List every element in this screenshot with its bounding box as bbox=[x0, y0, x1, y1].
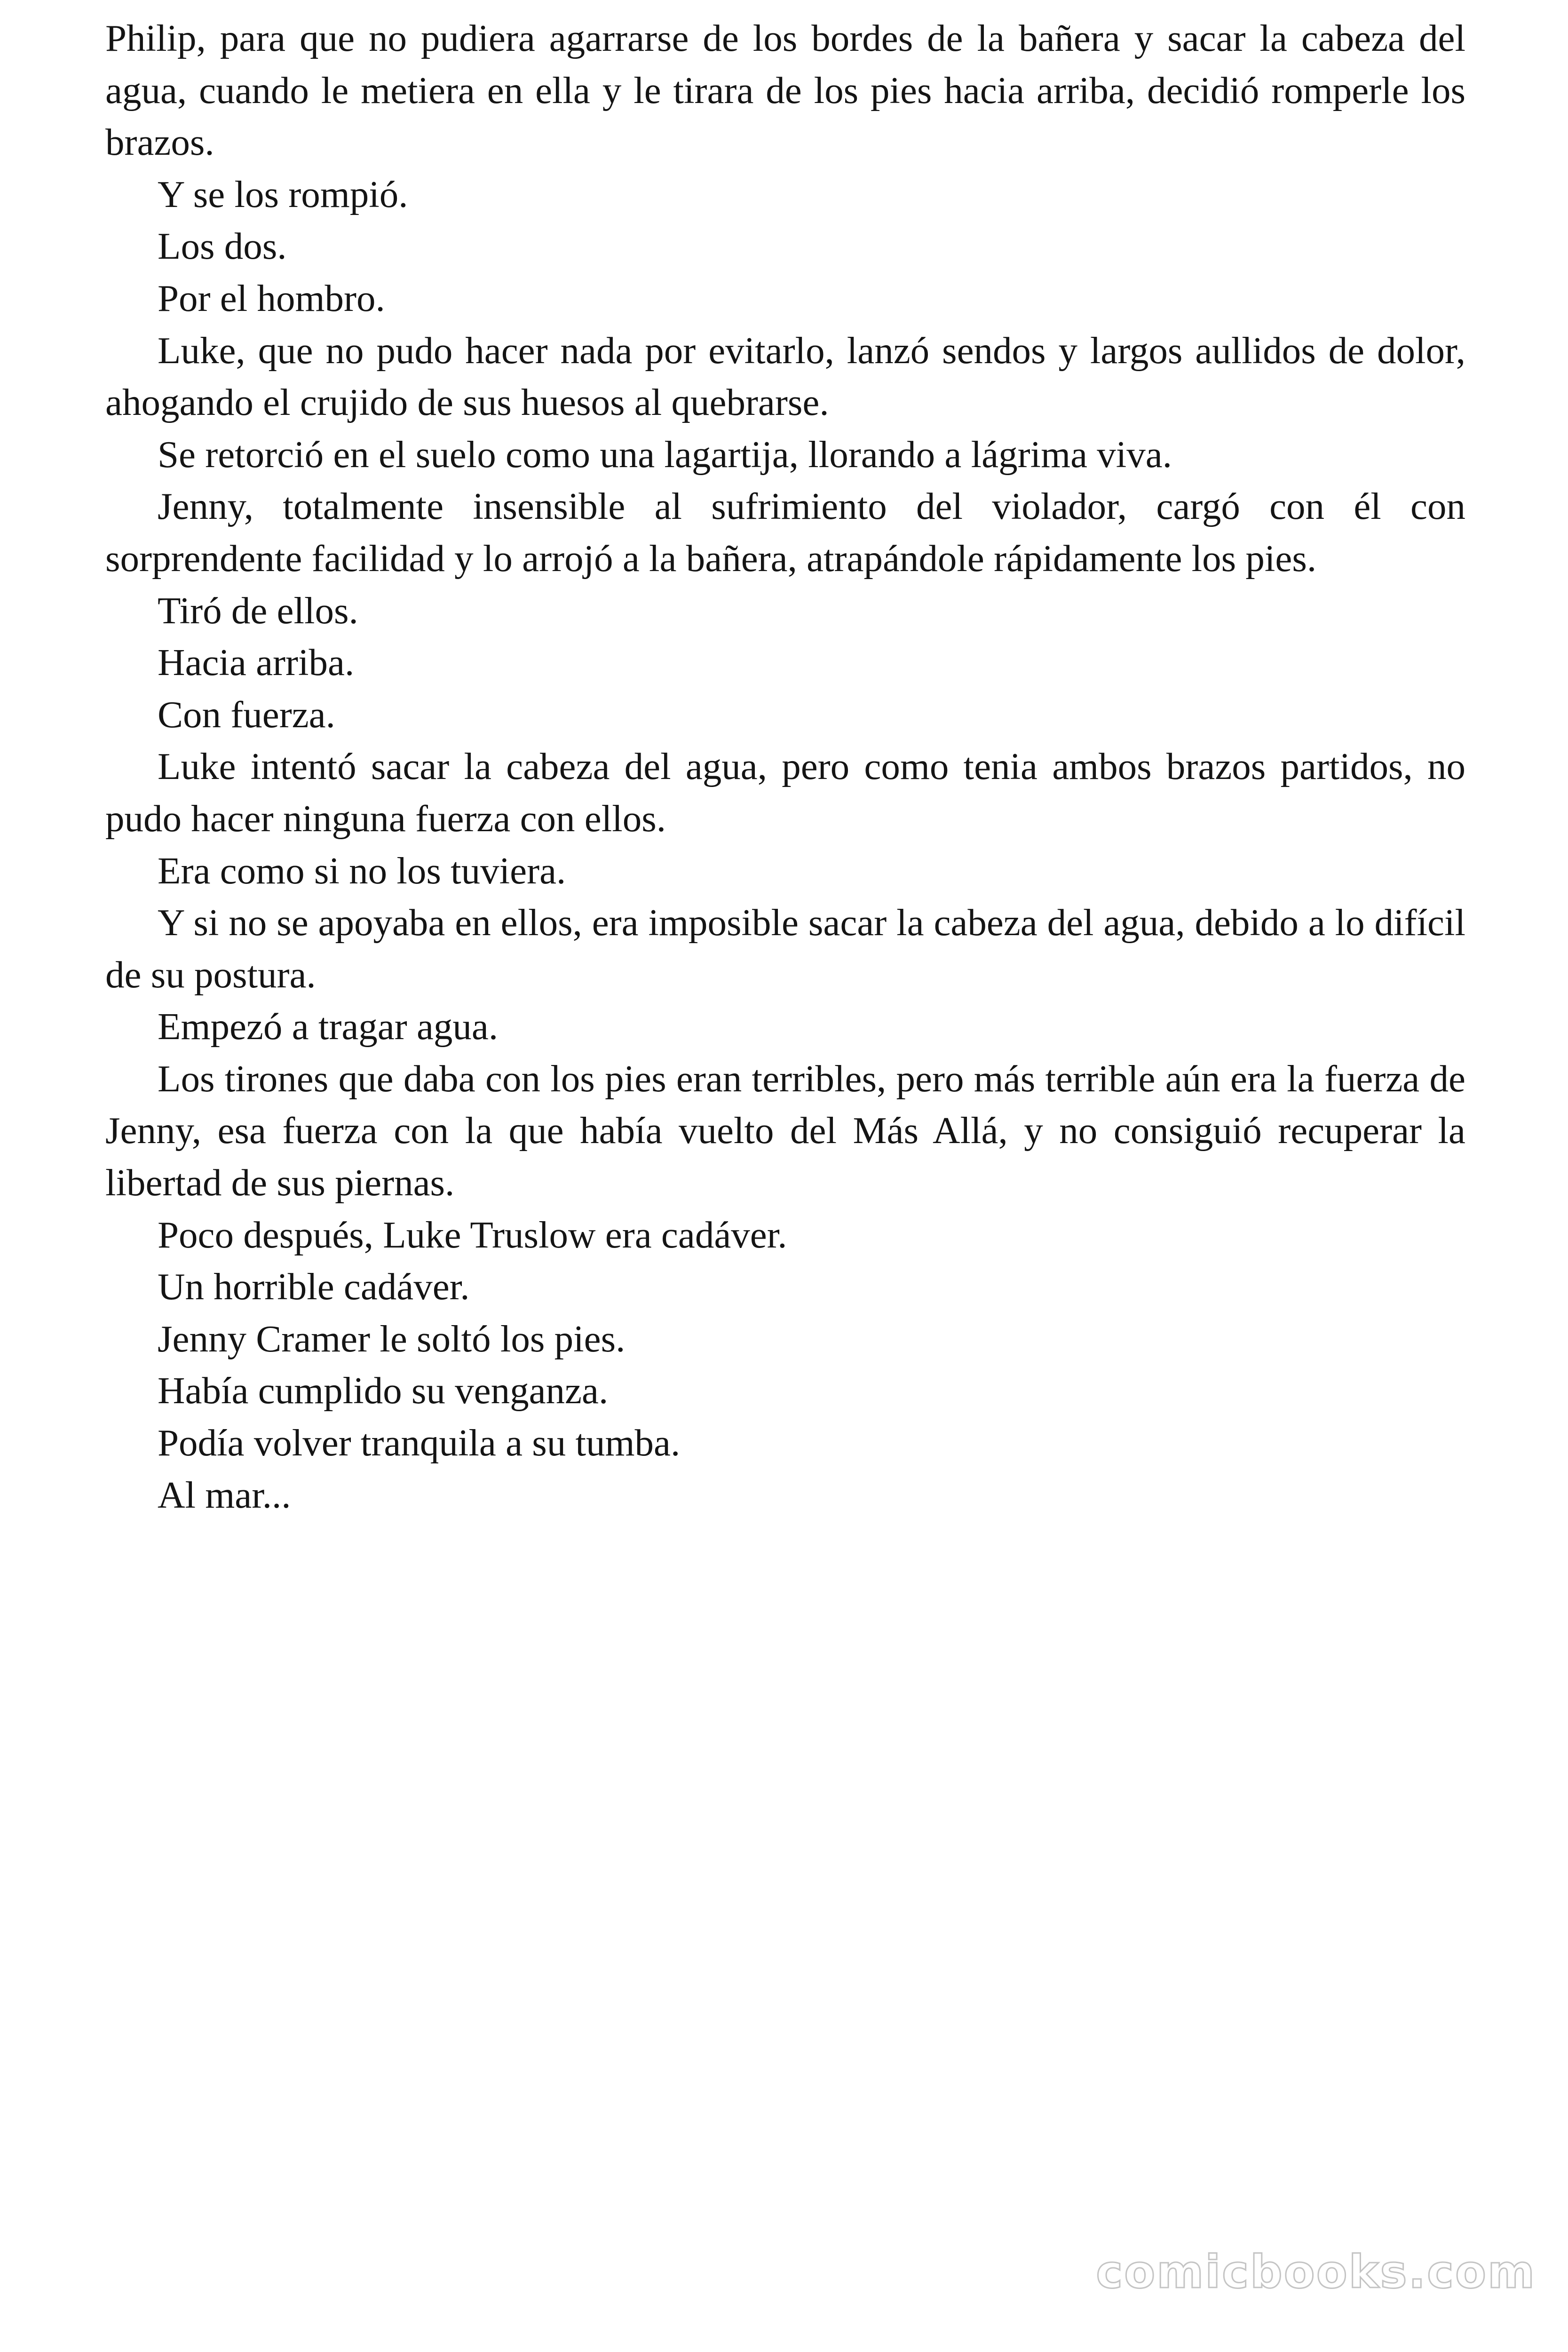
paragraph: Era como si no los tuviera. bbox=[158, 849, 566, 892]
paragraph: Philip, para que no pudiera agarrarse de los bordes de la bañera y sacar la cabeza del agua, cuando le metiera en ella y le tirara de los pies hacia arriba, decidió romperle los brazos. bbox=[105, 17, 1465, 164]
paragraph: Al mar... bbox=[158, 1473, 291, 1516]
paragraph: Podía volver tranquila a su tumba. bbox=[158, 1422, 681, 1464]
paragraph: Los tirones que daba con los pies eran terribles, pero más terrible aún era la fuerza de Jenny, esa fuerza con la que había vuelto del Más Allá, y no consiguió recuperar la libertad de sus piernas. bbox=[105, 1057, 1465, 1204]
paragraph: Había cumplido su venganza. bbox=[158, 1369, 609, 1412]
paragraph: Jenny Cramer le soltó los pies. bbox=[158, 1317, 626, 1360]
paragraph: Y se los rompió. bbox=[158, 173, 408, 215]
paragraph: Tiró de ellos. bbox=[158, 589, 358, 632]
paragraph: Un horrible cadáver. bbox=[158, 1265, 470, 1308]
paragraph: Con fuerza. bbox=[158, 693, 335, 736]
paragraph: Los dos. bbox=[158, 225, 287, 268]
paragraph: Empezó a tragar agua. bbox=[158, 1005, 499, 1048]
paragraph: Hacia arriba. bbox=[158, 641, 355, 684]
paragraph: Y si no se apoyaba en ellos, era imposible sacar la cabeza del agua, debido a lo difícil de su postura. bbox=[105, 901, 1465, 996]
paragraph: Por el hombro. bbox=[158, 277, 385, 319]
page-body bbox=[105, 12, 1465, 1521]
paragraph: Se retorció en el suelo como una lagartija, llorando a lágrima viva. bbox=[158, 433, 1172, 476]
paragraph: Luke intentó sacar la cabeza del agua, pero como tenia ambos brazos partidos, no pudo hacer ninguna fuerza con ellos. bbox=[105, 745, 1465, 840]
paragraph: Luke, que no pudo hacer nada por evitarlo, lanzó sendos y largos aullidos de dolor, ahogando el crujido de sus huesos al quebrarse. bbox=[105, 329, 1465, 424]
paragraph: Poco después, Luke Truslow era cadáver. bbox=[158, 1213, 787, 1256]
paragraph: Jenny, totalmente insensible al sufrimiento del violador, cargó con él con sorprendente facilidad y lo arrojó a la bañera, atrapándole rápidamente los pies. bbox=[105, 485, 1465, 580]
watermark: comicbooks.com bbox=[1096, 2246, 1536, 2298]
